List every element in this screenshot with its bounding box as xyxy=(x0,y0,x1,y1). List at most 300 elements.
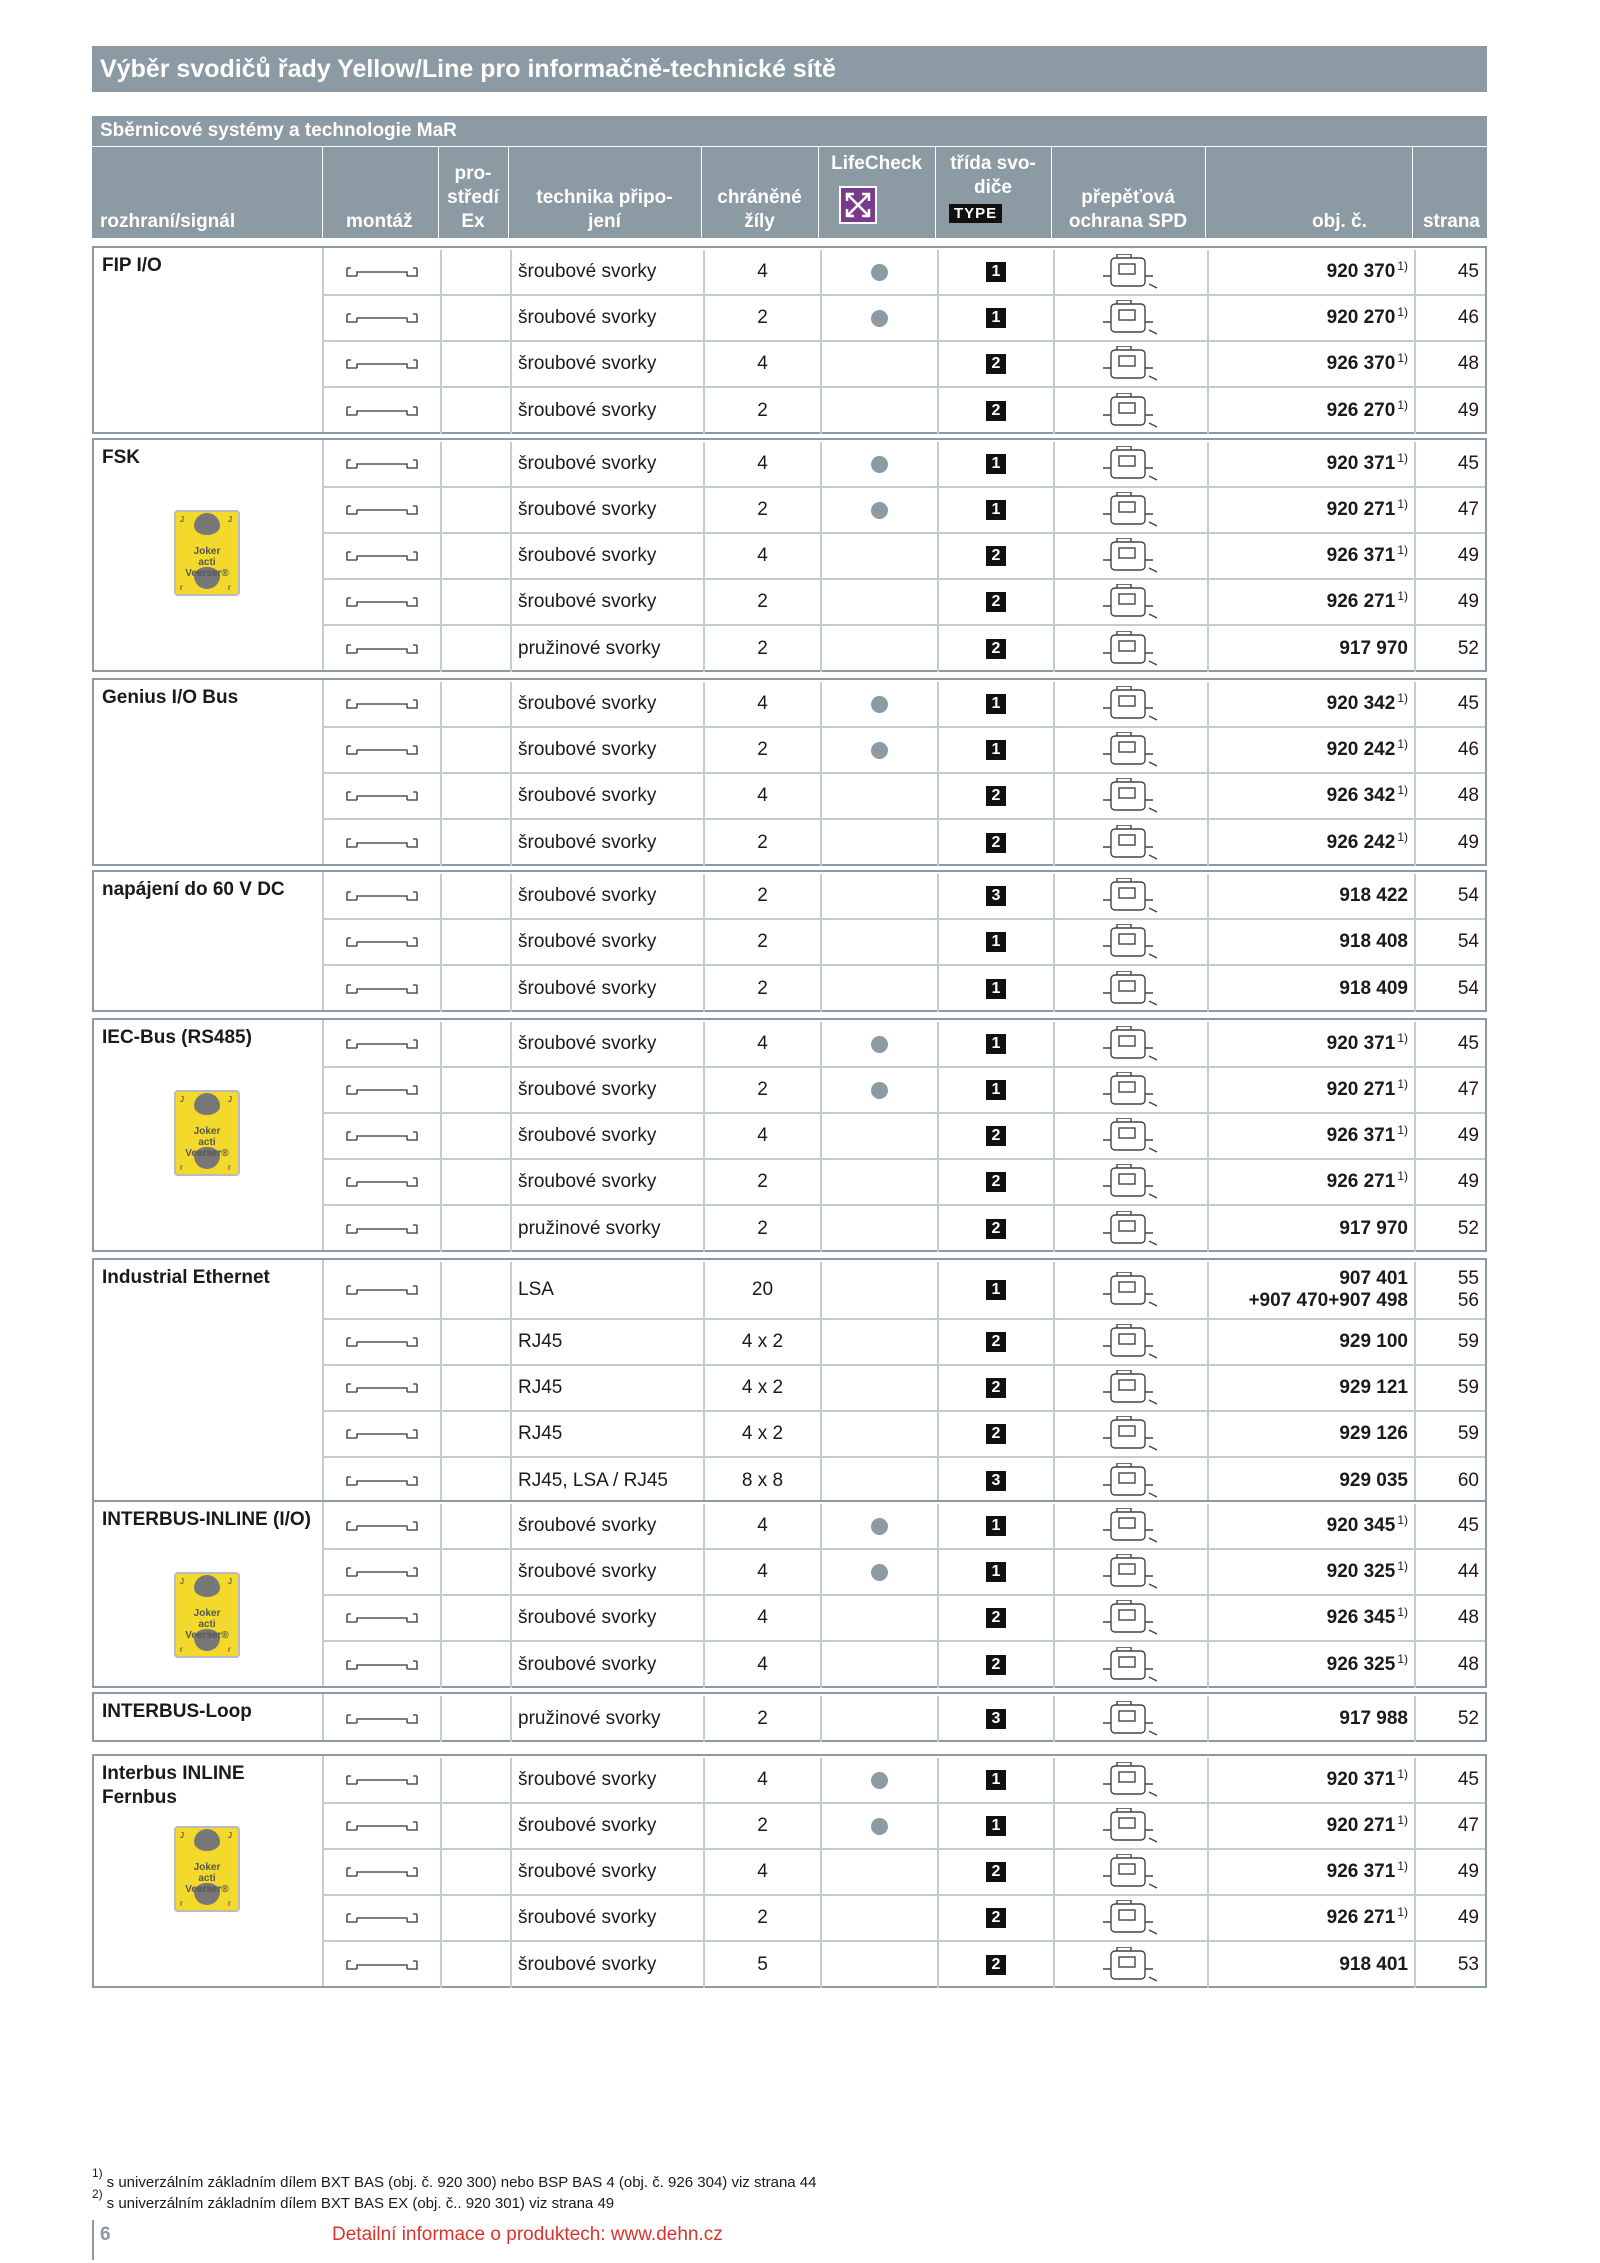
svg-text:r: r xyxy=(180,1163,183,1172)
class-cell xyxy=(937,1504,1053,1548)
lifecheck-cell xyxy=(820,1696,937,1742)
product-group xyxy=(92,1258,1487,1504)
ex-cell xyxy=(440,1550,510,1594)
page-marker xyxy=(92,2220,94,2260)
lifecheck-cell xyxy=(820,1320,937,1364)
din-rail-icon xyxy=(324,1696,440,1742)
svg-text:J: J xyxy=(180,1831,184,1840)
tech-cell: šroubové svorky xyxy=(510,1804,703,1848)
page-ref[interactable]: 54 xyxy=(1414,966,1485,1012)
tech-cell: RJ45 xyxy=(510,1320,703,1364)
page-ref[interactable]: 45 xyxy=(1414,1758,1485,1802)
zily-cell: 2 xyxy=(703,874,820,918)
page-ref[interactable]: 49 xyxy=(1414,1114,1485,1158)
ex-cell xyxy=(440,580,510,624)
page-ref[interactable]: 49 xyxy=(1414,388,1485,434)
order-number[interactable]: 926 242 $^{1)}$ xyxy=(1207,820,1414,866)
class-cell xyxy=(937,1804,1053,1848)
order-number[interactable]: 929 100 xyxy=(1207,1320,1414,1364)
svg-text:J: J xyxy=(228,1577,232,1586)
tech-cell: šroubové svorky xyxy=(510,442,703,486)
din-rail-icon xyxy=(324,774,440,818)
class-cell xyxy=(937,442,1053,486)
page-ref[interactable]: 52 xyxy=(1414,626,1485,672)
page-ref[interactable]: 45 xyxy=(1414,1504,1485,1548)
class-badge: 3 xyxy=(986,886,1006,906)
order-number[interactable]: 926 371 $^{1)}$ xyxy=(1207,1114,1414,1158)
order-number[interactable]: 926 271 $^{1)}$ xyxy=(1207,580,1414,624)
page-ref[interactable]: 44 xyxy=(1414,1550,1485,1594)
zily-cell: 2 xyxy=(703,1068,820,1112)
page-ref[interactable]: 48 xyxy=(1414,342,1485,386)
ex-cell xyxy=(440,920,510,964)
zily-cell: 2 xyxy=(703,1160,820,1204)
page-ref[interactable]: 59 xyxy=(1414,1366,1485,1410)
class-cell xyxy=(937,728,1053,772)
class-badge: 1 xyxy=(986,740,1006,760)
page-ref[interactable]: 47 xyxy=(1414,1068,1485,1112)
ex-cell xyxy=(440,296,510,340)
svg-text:J: J xyxy=(228,515,232,524)
page-ref[interactable]: 48 xyxy=(1414,774,1485,818)
din-rail-icon xyxy=(324,1160,440,1204)
order-number[interactable]: 926 271 $^{1)}$ xyxy=(1207,1896,1414,1940)
lifecheck-dot xyxy=(871,1818,888,1835)
spd-module-icon xyxy=(1053,534,1207,578)
page-ref[interactable]: 54 xyxy=(1414,874,1485,918)
order-number[interactable]: 920 371 $^{1)}$ xyxy=(1207,1758,1414,1802)
din-rail-icon xyxy=(324,1804,440,1848)
spd-module-icon xyxy=(1053,488,1207,532)
zily-cell: 4 xyxy=(703,1596,820,1640)
page-ref[interactable]: 53 xyxy=(1414,1942,1485,1988)
zily-cell: 8 x 8 xyxy=(703,1458,820,1504)
tech-cell: šroubové svorky xyxy=(510,682,703,726)
spd-module-icon xyxy=(1053,1114,1207,1158)
zily-cell: 2 xyxy=(703,920,820,964)
page-ref[interactable]: 45 xyxy=(1414,682,1485,726)
table-row xyxy=(324,820,1485,866)
order-number[interactable]: 920 345 $^{1)}$ xyxy=(1207,1504,1414,1548)
spd-module-icon xyxy=(1053,296,1207,340)
spd-module-icon xyxy=(1053,966,1207,1012)
table-row xyxy=(324,626,1485,672)
class-badge: 2 xyxy=(986,1655,1006,1675)
product-group xyxy=(92,1692,1487,1742)
tech-cell: LSA xyxy=(510,1262,703,1318)
zily-cell: 4 x 2 xyxy=(703,1412,820,1456)
lifecheck-cell xyxy=(820,874,937,918)
lifecheck-cell xyxy=(820,626,937,672)
order-number[interactable]: 926 342 $^{1)}$ xyxy=(1207,774,1414,818)
table-row xyxy=(324,1320,1485,1366)
order-number[interactable]: 926 325 $^{1)}$ xyxy=(1207,1642,1414,1688)
spd-module-icon xyxy=(1053,1458,1207,1504)
table-row xyxy=(324,580,1485,626)
header-spd: přepěťová ochrana SPD xyxy=(1068,187,1188,232)
zily-cell: 2 xyxy=(703,580,820,624)
table-row xyxy=(324,774,1485,820)
lifecheck-cell xyxy=(820,488,937,532)
din-rail-icon xyxy=(324,728,440,772)
zily-cell: 4 xyxy=(703,342,820,386)
table-row xyxy=(324,1758,1485,1804)
zily-cell: 4 xyxy=(703,442,820,486)
class-cell xyxy=(937,1114,1053,1158)
lifecheck-dot xyxy=(871,696,888,713)
tech-cell: šroubové svorky xyxy=(510,1850,703,1894)
page-ref[interactable]: 52 xyxy=(1414,1206,1485,1252)
order-number[interactable]: 917 970 xyxy=(1207,626,1414,672)
class-badge: 2 xyxy=(986,786,1006,806)
order-number[interactable]: 920 342 $^{1)}$ xyxy=(1207,682,1414,726)
order-number[interactable]: 920 271 $^{1)}$ xyxy=(1207,1804,1414,1848)
ex-cell xyxy=(440,1114,510,1158)
lifecheck-dot xyxy=(871,1082,888,1099)
page-ref[interactable]: 55 56 xyxy=(1414,1262,1485,1318)
tech-cell: šroubové svorky xyxy=(510,728,703,772)
lifecheck-dot xyxy=(871,1772,888,1789)
page-ref[interactable]: 45 xyxy=(1414,1022,1485,1066)
page-ref[interactable]: 49 xyxy=(1414,1160,1485,1204)
order-number[interactable]: 929 126 xyxy=(1207,1412,1414,1456)
class-badge: 2 xyxy=(986,1608,1006,1628)
page-ref[interactable]: 54 xyxy=(1414,920,1485,964)
ex-cell xyxy=(440,1458,510,1504)
lifecheck-cell xyxy=(820,1412,937,1456)
page-ref[interactable]: 46 xyxy=(1414,728,1485,772)
order-number[interactable]: 917 970 xyxy=(1207,1206,1414,1252)
class-badge: 2 xyxy=(986,354,1006,374)
table-row xyxy=(324,534,1485,580)
page-ref[interactable]: 49 xyxy=(1414,820,1485,866)
spd-module-icon xyxy=(1053,1320,1207,1364)
class-cell xyxy=(937,1696,1053,1742)
zily-cell: 2 xyxy=(703,488,820,532)
table-header xyxy=(92,116,1487,238)
page-ref[interactable]: 60 xyxy=(1414,1458,1485,1504)
din-rail-icon xyxy=(324,1206,440,1252)
order-number[interactable]: 918 422 xyxy=(1207,874,1414,918)
din-rail-icon xyxy=(324,250,440,294)
page-ref[interactable]: 49 xyxy=(1414,1850,1485,1894)
din-rail-icon xyxy=(324,1596,440,1640)
class-badge: 1 xyxy=(986,1816,1006,1836)
class-cell xyxy=(937,682,1053,726)
class-badge: 1 xyxy=(986,932,1006,952)
class-badge: 1 xyxy=(986,454,1006,474)
ex-cell xyxy=(440,1642,510,1688)
table-row xyxy=(324,1942,1485,1988)
header-zily: chráněné žíly xyxy=(717,187,802,232)
svg-text:J: J xyxy=(228,1095,232,1104)
table-row xyxy=(324,296,1485,342)
ex-cell xyxy=(440,774,510,818)
tech-cell: šroubové svorky xyxy=(510,1068,703,1112)
page-ref[interactable]: 49 xyxy=(1414,534,1485,578)
ex-cell xyxy=(440,1896,510,1940)
order-number[interactable]: 926 345 $^{1)}$ xyxy=(1207,1596,1414,1640)
joker-logo: J J r r Joker acti Veerser® xyxy=(174,1090,240,1176)
product-group xyxy=(92,870,1487,1012)
class-cell xyxy=(937,874,1053,918)
ex-cell xyxy=(440,1068,510,1112)
class-cell xyxy=(937,388,1053,434)
zily-cell: 4 x 2 xyxy=(703,1366,820,1410)
tech-cell: šroubové svorky xyxy=(510,342,703,386)
page-ref[interactable]: 47 xyxy=(1414,488,1485,532)
tech-cell: šroubové svorky xyxy=(510,1114,703,1158)
table-row xyxy=(324,1458,1485,1504)
order-number[interactable]: 907 401 +907 470+907 498 xyxy=(1207,1262,1414,1318)
spd-module-icon xyxy=(1053,1262,1207,1318)
svg-text:r: r xyxy=(180,583,183,592)
class-cell xyxy=(937,1942,1053,1988)
page-ref[interactable]: 47 xyxy=(1414,1804,1485,1848)
product-group xyxy=(92,1018,1487,1252)
din-rail-icon xyxy=(324,488,440,532)
din-rail-icon xyxy=(324,1068,440,1112)
page-ref[interactable]: 45 xyxy=(1414,442,1485,486)
din-rail-icon xyxy=(324,296,440,340)
footer-link[interactable]: Detailní informace o produktech: www.dehn.cz xyxy=(332,2224,723,2245)
order-number[interactable]: 929 035 xyxy=(1207,1458,1414,1504)
page-ref[interactable]: 52 xyxy=(1414,1696,1485,1742)
header-strana: strana xyxy=(1422,211,1480,232)
tech-cell: šroubové svorky xyxy=(510,1642,703,1688)
page-ref[interactable]: 59 xyxy=(1414,1412,1485,1456)
page-ref[interactable]: 48 xyxy=(1414,1642,1485,1688)
class-cell xyxy=(937,774,1053,818)
class-badge: 2 xyxy=(986,1219,1006,1239)
tech-cell: šroubové svorky xyxy=(510,1550,703,1594)
table-row xyxy=(324,1160,1485,1206)
tech-cell: šroubové svorky xyxy=(510,250,703,294)
ex-cell xyxy=(440,1366,510,1410)
table-row xyxy=(324,1114,1485,1160)
table-row xyxy=(324,442,1485,488)
din-rail-icon xyxy=(324,1022,440,1066)
spd-module-icon xyxy=(1053,682,1207,726)
order-number[interactable]: 918 408 xyxy=(1207,920,1414,964)
footnote-1: $^{1)}$s univerzálním základním dílem BXT BAS (obj. č. 920 300) nebo BSP BAS 4 (obj. č. 926 304) viz strana 44 xyxy=(92,2166,817,2191)
spd-module-icon xyxy=(1053,1696,1207,1742)
page-ref[interactable]: 49 xyxy=(1414,580,1485,624)
lifecheck-cell xyxy=(820,1850,937,1894)
order-number[interactable]: 926 370 $^{1)}$ xyxy=(1207,342,1414,386)
type-badge: TYPE xyxy=(949,204,1002,223)
din-rail-icon xyxy=(324,874,440,918)
order-number[interactable]: 926 371 $^{1)}$ xyxy=(1207,534,1414,578)
tech-cell: šroubové svorky xyxy=(510,1896,703,1940)
class-cell xyxy=(937,1366,1053,1410)
order-number[interactable]: 917 988 xyxy=(1207,1696,1414,1742)
class-badge: 1 xyxy=(986,1770,1006,1790)
lifecheck-cell xyxy=(820,580,937,624)
din-rail-icon xyxy=(324,1458,440,1504)
din-rail-icon xyxy=(324,580,440,624)
order-number[interactable]: 926 371 $^{1)}$ xyxy=(1207,1850,1414,1894)
tech-cell: šroubové svorky xyxy=(510,1942,703,1988)
class-cell xyxy=(937,250,1053,294)
product-group xyxy=(92,1500,1487,1688)
spd-module-icon xyxy=(1053,1642,1207,1688)
table-row xyxy=(324,1596,1485,1642)
table-row xyxy=(324,1206,1485,1252)
page-title: Výběr svodičů řady Yellow/Line pro informačně-technické sítě xyxy=(100,54,836,83)
page-ref[interactable]: 59 xyxy=(1414,1320,1485,1364)
spd-module-icon xyxy=(1053,1758,1207,1802)
din-rail-icon xyxy=(324,626,440,672)
tech-cell: RJ45, LSA / RJ45 xyxy=(510,1458,703,1504)
tech-cell: šroubové svorky xyxy=(510,296,703,340)
table-row xyxy=(324,920,1485,966)
section-title: Sběrnicové systémy a technologie MaR xyxy=(100,120,457,141)
zily-cell: 2 xyxy=(703,966,820,1012)
class-badge: 1 xyxy=(986,1516,1006,1536)
class-cell xyxy=(937,626,1053,672)
tech-cell: pružinové svorky xyxy=(510,626,703,672)
order-number[interactable]: 918 401 xyxy=(1207,1942,1414,1988)
group-name: FIP I/O xyxy=(102,255,162,276)
lifecheck-cell xyxy=(820,1458,937,1504)
class-badge: 2 xyxy=(986,639,1006,659)
zily-cell: 4 xyxy=(703,1022,820,1066)
svg-text:J: J xyxy=(180,1095,184,1104)
table-row xyxy=(324,388,1485,434)
class-cell xyxy=(937,820,1053,866)
page-ref[interactable]: 46 xyxy=(1414,296,1485,340)
order-number[interactable]: 920 371 $^{1)}$ xyxy=(1207,442,1414,486)
spd-module-icon xyxy=(1053,1850,1207,1894)
header-mount: montáž xyxy=(346,211,413,232)
tech-cell: šroubové svorky xyxy=(510,488,703,532)
order-number[interactable]: 918 409 xyxy=(1207,966,1414,1012)
ex-cell xyxy=(440,1596,510,1640)
class-badge: 1 xyxy=(986,500,1006,520)
ex-cell xyxy=(440,1758,510,1802)
din-rail-icon xyxy=(324,1642,440,1688)
table-row xyxy=(324,966,1485,1012)
lifecheck-cell xyxy=(820,682,937,726)
group-name: INTERBUS-INLINE (I/O) xyxy=(102,1509,311,1530)
page-ref[interactable]: 48 xyxy=(1414,1596,1485,1640)
order-number[interactable]: 926 270 $^{1)}$ xyxy=(1207,388,1414,434)
ex-cell xyxy=(440,1262,510,1318)
ex-cell xyxy=(440,1022,510,1066)
product-group xyxy=(92,1754,1487,1988)
order-number[interactable]: 920 271 $^{1)}$ xyxy=(1207,1068,1414,1112)
class-cell xyxy=(937,966,1053,1012)
lifecheck-cell xyxy=(820,1942,937,1988)
class-badge: 1 xyxy=(986,1562,1006,1582)
ex-cell xyxy=(440,728,510,772)
header-ex: pro- středí Ex xyxy=(447,163,499,232)
spd-module-icon xyxy=(1053,342,1207,386)
order-number[interactable]: 929 121 xyxy=(1207,1366,1414,1410)
tech-cell: šroubové svorky xyxy=(510,1758,703,1802)
order-number[interactable]: 920 370 $^{1)}$ xyxy=(1207,250,1414,294)
class-cell xyxy=(937,1068,1053,1112)
tech-cell: pružinové svorky xyxy=(510,1206,703,1252)
lifecheck-cell xyxy=(820,1114,937,1158)
ex-cell xyxy=(440,1206,510,1252)
order-number[interactable]: 920 242 $^{1)}$ xyxy=(1207,728,1414,772)
table-row xyxy=(324,1896,1485,1942)
joker-logo: J J r r Joker acti Veerser® xyxy=(174,1572,240,1658)
product-group xyxy=(92,438,1487,672)
din-rail-icon xyxy=(324,820,440,866)
joker-logo: J J r r Joker acti Veerser® xyxy=(174,1826,240,1912)
ex-cell xyxy=(440,488,510,532)
din-rail-icon xyxy=(324,1942,440,1988)
class-cell xyxy=(937,1550,1053,1594)
svg-text:J: J xyxy=(180,515,184,524)
spd-module-icon xyxy=(1053,250,1207,294)
lifecheck-dot xyxy=(871,264,888,281)
tech-cell: šroubové svorky xyxy=(510,1504,703,1548)
page-ref[interactable]: 45 xyxy=(1414,250,1485,294)
ex-cell xyxy=(440,1942,510,1988)
ex-cell xyxy=(440,534,510,578)
zily-cell: 2 xyxy=(703,820,820,866)
spd-module-icon xyxy=(1053,728,1207,772)
zily-cell: 4 xyxy=(703,774,820,818)
spd-module-icon xyxy=(1053,1804,1207,1848)
page-ref[interactable]: 49 xyxy=(1414,1896,1485,1940)
ex-cell xyxy=(440,626,510,672)
spd-module-icon xyxy=(1053,820,1207,866)
order-number[interactable]: 920 270 $^{1)}$ xyxy=(1207,296,1414,340)
lifecheck-cell xyxy=(820,1758,937,1802)
class-cell xyxy=(937,1320,1053,1364)
class-cell xyxy=(937,1758,1053,1802)
class-cell xyxy=(937,1160,1053,1204)
ex-cell xyxy=(440,442,510,486)
group-name: IEC-Bus (RS485) xyxy=(102,1027,252,1048)
lifecheck-cell xyxy=(820,1550,937,1594)
zily-cell: 4 xyxy=(703,682,820,726)
order-number[interactable]: 926 271 $^{1)}$ xyxy=(1207,1160,1414,1204)
zily-cell: 4 xyxy=(703,1550,820,1594)
class-cell xyxy=(937,1596,1053,1640)
ex-cell xyxy=(440,1804,510,1848)
order-number[interactable]: 920 271 $^{1)}$ xyxy=(1207,488,1414,532)
spd-module-icon xyxy=(1053,1596,1207,1640)
joker-logo: J J r r Joker acti Veerser® xyxy=(174,510,240,596)
tech-cell: šroubové svorky xyxy=(510,774,703,818)
table-row xyxy=(324,1262,1485,1320)
order-number[interactable]: 920 325 $^{1)}$ xyxy=(1207,1550,1414,1594)
group-name: Industrial Ethernet xyxy=(102,1267,270,1288)
class-badge: 1 xyxy=(986,308,1006,328)
class-cell xyxy=(937,1412,1053,1456)
class-badge: 3 xyxy=(986,1709,1006,1729)
page-title-bar xyxy=(92,46,1487,92)
table-row xyxy=(324,1504,1485,1550)
zily-cell: 4 xyxy=(703,1758,820,1802)
group-name: Genius I/O Bus xyxy=(102,687,239,708)
class-badge: 2 xyxy=(986,1378,1006,1398)
class-badge: 2 xyxy=(986,1862,1006,1882)
lifecheck-dot xyxy=(871,310,888,327)
class-cell xyxy=(937,580,1053,624)
lifecheck-cell xyxy=(820,1262,937,1318)
lifecheck-cell xyxy=(820,1366,937,1410)
order-number[interactable]: 920 371 $^{1)}$ xyxy=(1207,1022,1414,1066)
spd-module-icon xyxy=(1053,1504,1207,1548)
product-group xyxy=(92,246,1487,434)
